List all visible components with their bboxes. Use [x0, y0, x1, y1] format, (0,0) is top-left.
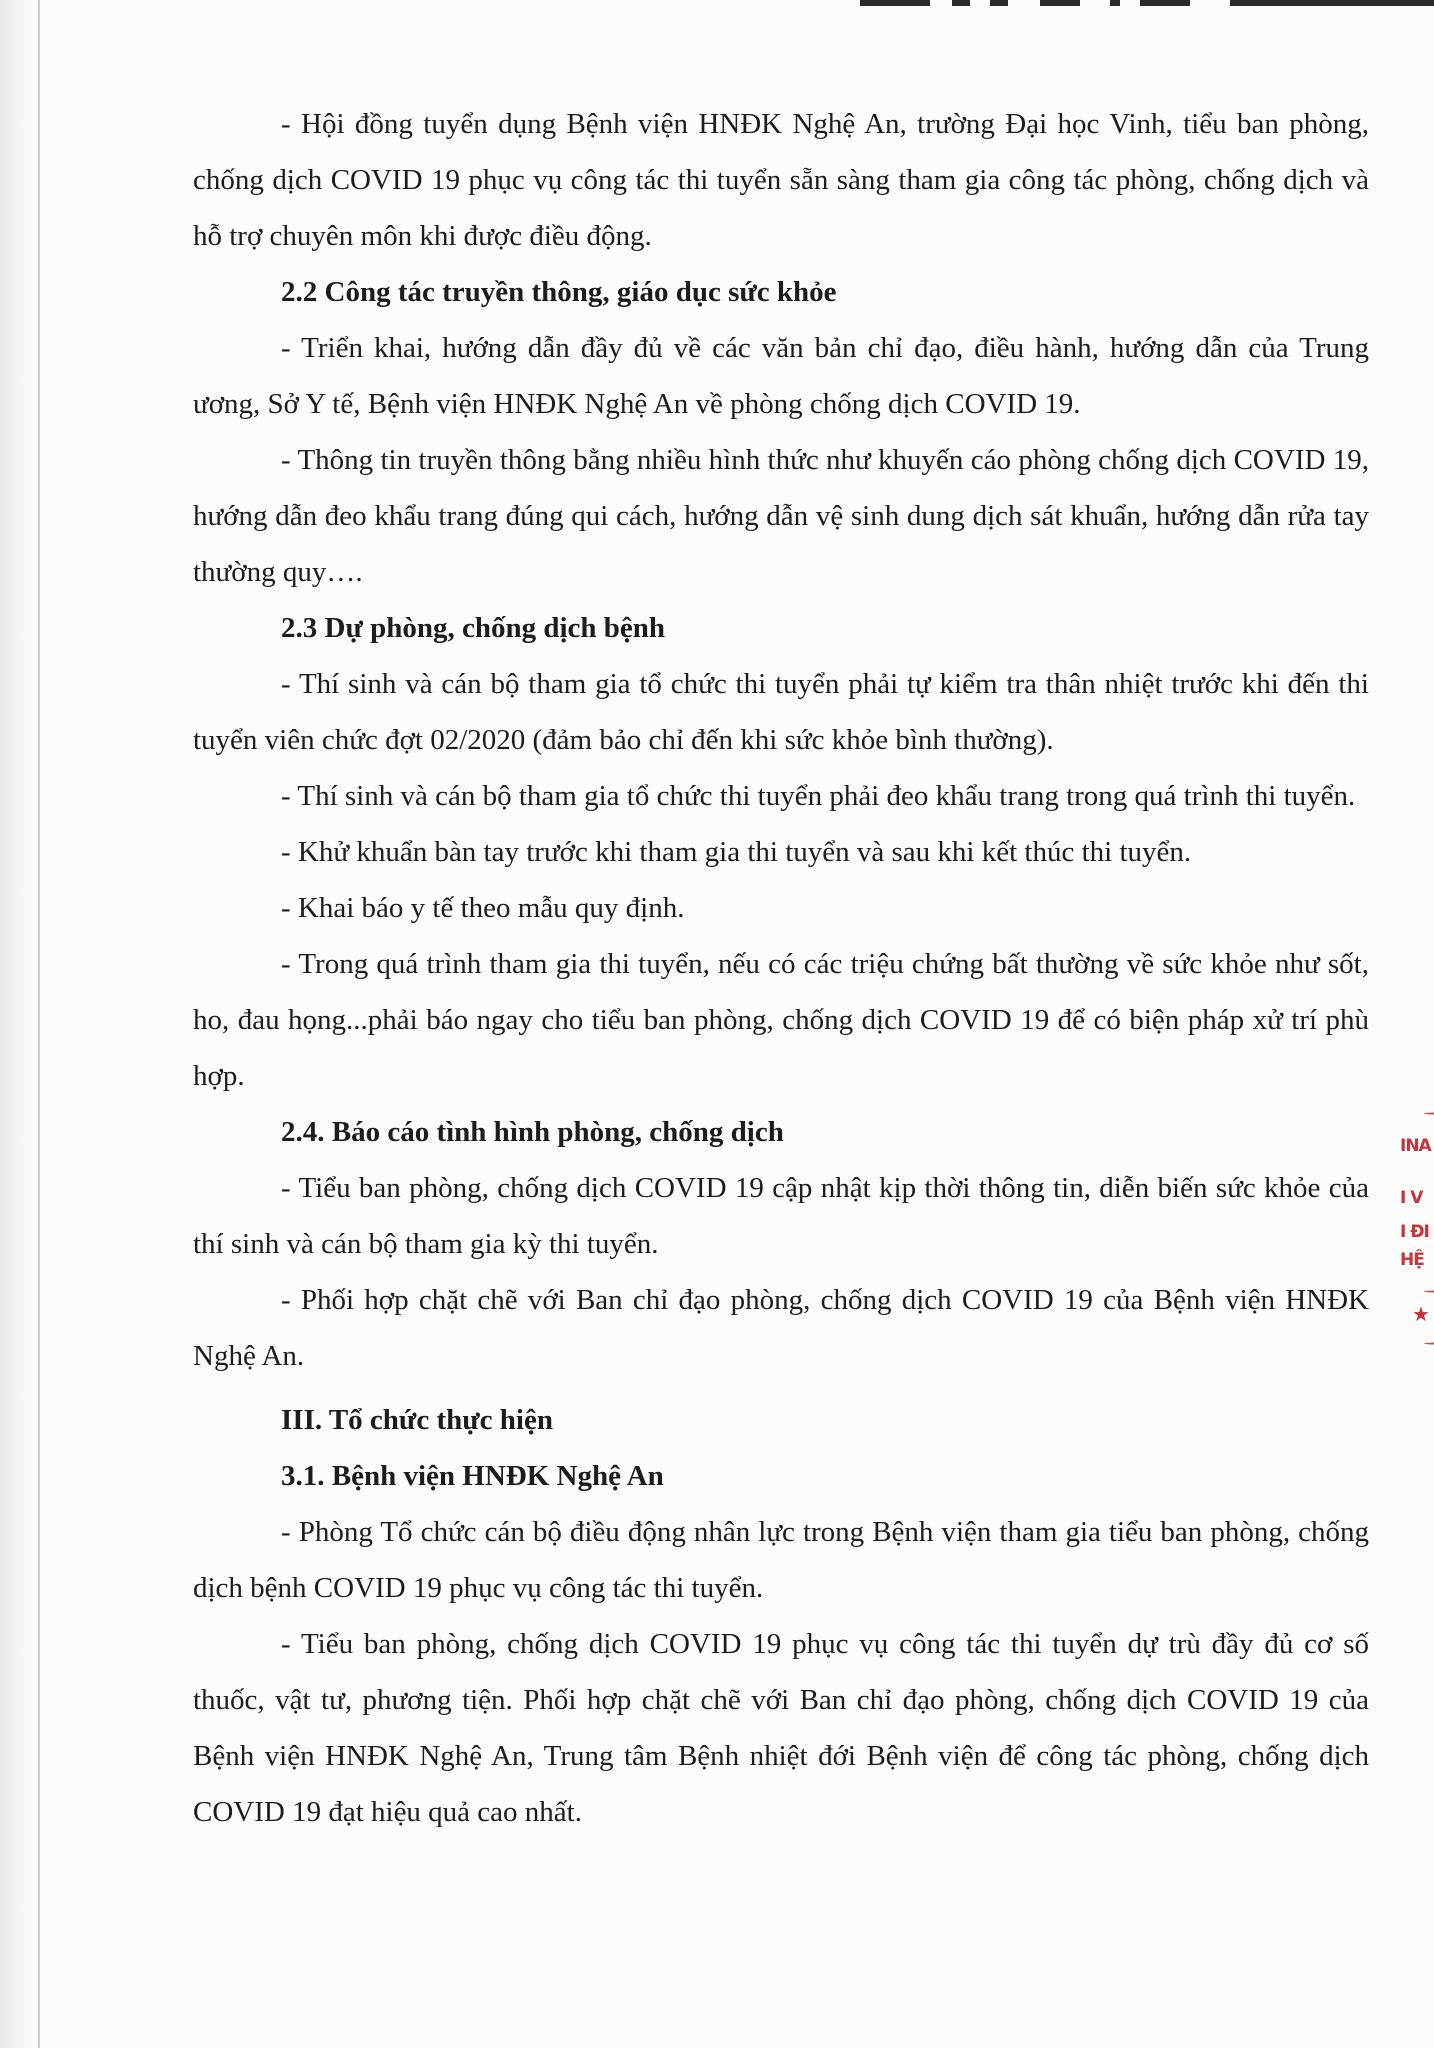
paragraph: - Trong quá trình tham gia thi tuyển, nếu có các triệu chứng bất thường về sức khỏe như sốt, ho, đau họng...phải báo ngay cho tiểu ban phòng, chống dịch COVID 19 để có biện pháp xử trí phù hợp. — [193, 948, 1369, 1092]
section-heading: 2.4. Báo cáo tình hình phòng, chống dịch — [281, 1116, 784, 1148]
paragraph: - Triển khai, hướng dẫn đầy đủ về các văn bản chỉ đạo, điều hành, hướng dẫn của Trung ương, Sở Y tế, Bệnh viện HNĐK Nghệ An về phòng chống dịch COVID 19. — [193, 332, 1369, 420]
seal-text: I ĐI — [1400, 1222, 1429, 1242]
seal-text: HỆ — [1400, 1250, 1424, 1270]
scan-binding-line — [38, 0, 40, 2048]
document-body — [193, 96, 1369, 1840]
section-heading: 2.3 Dự phòng, chống dịch bệnh — [281, 612, 666, 644]
section-heading: 2.2 Công tác truyền thông, giáo dục sức khỏe — [281, 276, 837, 308]
paragraph: - Thí sinh và cán bộ tham gia tổ chức thi tuyển phải đeo khẩu trang trong quá trình thi tuyển. — [281, 780, 1356, 812]
paragraph: - Khử khuẩn bàn tay trước khi tham gia thi tuyển và sau khi kết thúc thi tuyển. — [281, 836, 1192, 868]
paragraph: - Phòng Tổ chức cán bộ điều động nhân lực trong Bệnh viện tham gia tiểu ban phòng, chống dịch bệnh COVID 19 phục vụ công tác thi tuyển. — [193, 1516, 1369, 1604]
paragraph: - Tiểu ban phòng, chống dịch COVID 19 phục vụ công tác thi tuyển dự trù đầy đủ cơ số thuốc, vật tư, phương tiện. Phối hợp chặt chẽ với Ban chỉ đạo phòng, chống dịch COVID 19 của Bệnh viện HNĐK Nghệ An, Trung tâm Bệnh nhiệt đới Bệnh viện để công tác phòng, chống dịch COVID 19 đạt hiệu quả cao nhất. — [193, 1628, 1369, 1828]
seal-text: INA — [1400, 1136, 1431, 1156]
star-icon: ★ — [1412, 1302, 1430, 1326]
section-heading: III. Tổ chức thực hiện — [281, 1404, 553, 1436]
section-heading: 3.1. Bệnh viện HNĐK Nghệ An — [281, 1460, 664, 1492]
red-seal-fragment — [1394, 1112, 1434, 1362]
paragraph: - Thông tin truyền thông bằng nhiều hình thức như khuyến cáo phòng chống dịch COVID 19, hướng dẫn đeo khẩu trang đúng qui cách, hướng dẫn vệ sinh dung dịch sát khuẩn, hướng dẫn rửa tay thường quy…. — [193, 444, 1369, 588]
paragraph: - Phối hợp chặt chẽ với Ban chỉ đạo phòng, chống dịch COVID 19 của Bệnh viện HNĐK Nghệ An. — [193, 1284, 1369, 1372]
scan-left-edge — [0, 0, 34, 2048]
paragraph: - Tiểu ban phòng, chống dịch COVID 19 cập nhật kịp thời thông tin, diễn biến sức khỏe của thí sinh và cán bộ tham gia kỳ thi tuyển. — [193, 1172, 1369, 1260]
seal-text: I V — [1400, 1188, 1423, 1208]
paragraph: - Thí sinh và cán bộ tham gia tổ chức thi tuyển phải tự kiểm tra thân nhiệt trước khi đến thi tuyển viên chức đợt 02/2020 (đảm bảo chỉ đến khi sức khỏe bình thường). — [193, 668, 1369, 756]
top-edge-marks — [0, 0, 1434, 12]
paragraph: - Khai báo y tế theo mẫu quy định. — [281, 892, 685, 924]
paragraph: - Hội đồng tuyển dụng Bệnh viện HNĐK Nghệ An, trường Đại học Vinh, tiểu ban phòng, chống dịch COVID 19 phục vụ công tác thi tuyển sẵn sàng tham gia công tác phòng, chống dịch và hỗ trợ chuyên môn khi được điều động. — [193, 108, 1369, 252]
